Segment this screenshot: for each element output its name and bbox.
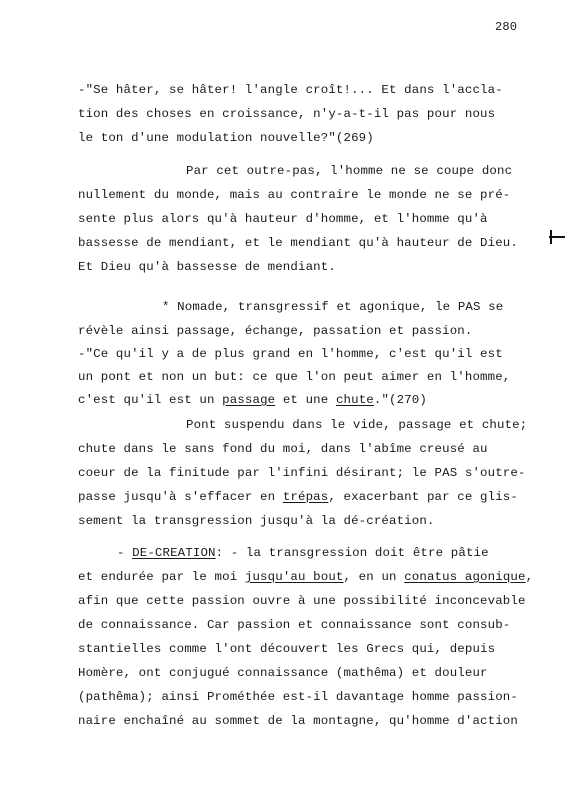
text-run: nullement du monde, mais au contraire le monde ne se pré-: [78, 188, 511, 202]
text-line: [78, 570, 533, 584]
text-line: [78, 466, 526, 480]
text-line: [78, 324, 472, 338]
text-run: -: [117, 546, 133, 560]
text-line: [78, 260, 336, 274]
text-run: sement la transgression jusqu'à la dé-création.: [78, 514, 435, 528]
text-run: * Nomade, transgressif et agonique, le PAS se: [162, 300, 504, 314]
page-number: 280: [495, 20, 518, 34]
text-line: [78, 514, 435, 528]
text-run: Homère, ont conjugué connaissance (mathêma) et douleur: [78, 666, 488, 680]
text-line: [117, 546, 489, 560]
text-run: stantielles comme l'ont découvert les Grecs qui, depuis: [78, 642, 496, 656]
text-line: [186, 418, 527, 432]
text-run: afin que cette passion ouvre à une possibilité inconcevable: [78, 594, 526, 608]
text-run: le ton d'une modulation nouvelle?"(269): [78, 131, 374, 145]
text-line: [78, 618, 510, 632]
text-line: [78, 188, 510, 202]
text-line: [162, 300, 503, 314]
underlined-phrase: jusqu'au bout: [244, 570, 344, 584]
text-run: Par cet outre-pas, l'homme ne se coupe donc: [186, 164, 513, 178]
text-run: un pont et non un but: ce que l'on peut aimer en l'homme,: [78, 370, 511, 384]
text-run: chute dans le sans fond du moi, dans l'abîme creusé au: [78, 442, 488, 456]
text-line: [78, 642, 495, 656]
text-line: [78, 347, 503, 361]
text-run: révèle ainsi passage, échange, passation et passion.: [78, 324, 473, 338]
text-line: [78, 131, 374, 145]
text-line: [78, 666, 488, 680]
text-run: c'est qu'il est un: [78, 393, 223, 407]
text-line: [78, 442, 488, 456]
text-line: [78, 714, 518, 728]
text-line: [78, 107, 495, 121]
text-run: de connaissance. Car passion et connaissance sont consub-: [78, 618, 511, 632]
text-run: Pont suspendu dans le vide, passage et chute;: [186, 418, 528, 432]
underlined-phrase: passage: [222, 393, 276, 407]
text-run: : - la transgression doit être pâtie: [215, 546, 489, 560]
text-run: Et Dieu qu'à bassesse de mendiant.: [78, 260, 336, 274]
text-run: tion des choses en croissance, n'y-a-t-il pas pour nous: [78, 107, 496, 121]
text-run: , exacerbant par ce glis-: [328, 490, 518, 504]
text-run: bassesse de mendiant, et le mendiant qu'à hauteur de Dieu.: [78, 236, 518, 250]
text-run: (pathêma); ainsi Prométhée est-il davantage homme passion-: [78, 690, 518, 704]
text-line: [78, 594, 526, 608]
text-line: [186, 164, 512, 178]
text-run: et une: [275, 393, 336, 407]
text-run: sente plus alors qu'à hauteur d'homme, et l'homme qu'à: [78, 212, 488, 226]
underlined-phrase: chute: [335, 393, 374, 407]
text-line: [78, 490, 518, 504]
underlined-phrase: conatus agonique: [404, 570, 526, 584]
text-run: ."(270): [373, 393, 427, 407]
text-line: [78, 690, 518, 704]
text-line: [78, 393, 427, 407]
text-run: ,: [525, 570, 534, 584]
text-line: [78, 83, 503, 97]
text-line: [78, 212, 488, 226]
text-line: [78, 236, 518, 250]
text-run: naire enchaîné au sommet de la montagne, qu'homme d'action: [78, 714, 518, 728]
text-run: -"Ce qu'il y a de plus grand en l'homme, c'est qu'il est: [78, 347, 503, 361]
underlined-phrase: DE-CREATION: [132, 546, 216, 560]
text-run: -"Se hâter, se hâter! l'angle croît!... Et dans l'accla-: [78, 83, 503, 97]
text-run: passe jusqu'à s'effacer en: [78, 490, 283, 504]
underlined-phrase: trépas: [282, 490, 329, 504]
text-run: et endurée par le moi: [78, 570, 245, 584]
text-run: coeur de la finitude par l'infini désirant; le PAS s'outre-: [78, 466, 526, 480]
text-line: [78, 370, 510, 384]
text-run: , en un: [343, 570, 405, 584]
margin-tick: [550, 230, 552, 244]
